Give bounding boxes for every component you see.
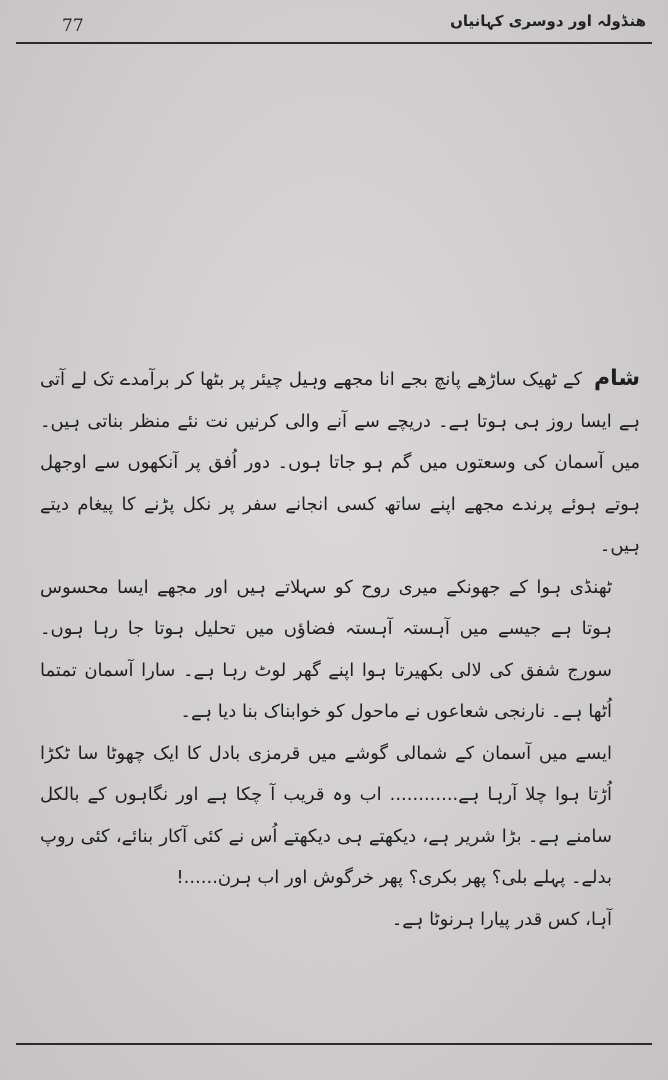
footer-rule	[16, 1043, 652, 1045]
lead-word: شام	[593, 366, 640, 391]
running-title: ھنڈولہ اور دوسری کہانیاں	[450, 12, 646, 30]
body-text	[40, 358, 640, 940]
paragraph-2: ٹھنڈی ہوا کے جھونکے میری روح کو سہلاتے ہیں اور مجھے ایسا محسوس ہوتا ہے جیسے میں آہستہ آہستہ فضاؤں میں تحلیل ہوتا جا رہا ہوں۔ سورج شفق کی لالی بکھیرتا ہوا اپنے گھر لوٹ رہا ہے۔ سارا آسمان تمتما اُٹھا ہے۔ نارنجی شعاعوں نے ماحول کو خوابناک بنا دیا ہے۔	[40, 576, 612, 722]
paragraph-3: ایسے میں آسمان کے شمالی گوشے میں قرمزی بادل کا ایک چھوٹا سا ٹکڑا اُڑتا ہوا چلا آرہا ہے............ اب وہ قریب آ چکا ہے اور نگاہوں کے بالکل سامنے ہے۔ بڑا شریر ہے، دیکھتے ہی دیکھتے اُس نے کئی آکار بنائے، کئی روپ بدلے۔ پہلے بلی؟ پھر بکری؟ پھر خرگوش اور اب ہرن......!	[40, 742, 612, 888]
paragraph-1-text: کے ٹھیک ساڑھے پانچ بجے انا مجھے وہیل چیئر پر بٹھا کر برآمدے تک لے آتی ہے ایسا روز ہی ہوتا ہے۔ دریچے سے آنے والی کرنیں نت نئے منظر بناتی ہیں۔ میں آسمان کی وسعتوں میں گم ہو جاتا ہوں۔ دور اُفق پر آنکھوں سے اوجھل ہوتے ہوئے پرندے مجھے اپنے ساتھ کسی انجانے سفر پر نکل پڑنے کا پیغام دیتے ہیں۔	[40, 369, 640, 556]
paragraph-1	[40, 358, 640, 567]
paragraph-4: آہا، کس قدر پیارا ہرنوٹا ہے۔	[391, 908, 612, 930]
page-number: 77	[62, 16, 84, 36]
header-rule	[16, 42, 652, 44]
